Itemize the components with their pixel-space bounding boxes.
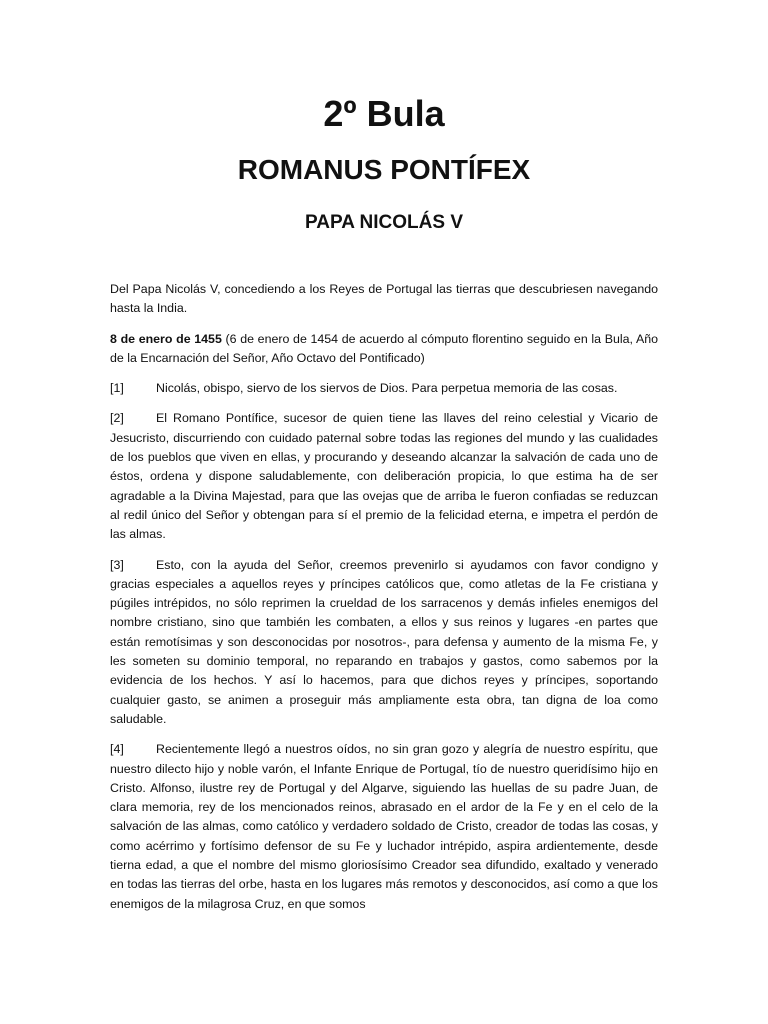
paragraph-number: [3] <box>110 557 124 572</box>
numbered-paragraph <box>110 379 658 398</box>
paragraph-text: Esto, con la ayuda del Señor, creemos prevenirlo si ayudamos con favor condigno y gracias especiales a aquellos reyes y príncipes católicos que, como atletas de la Fe cristiana y púgiles intrépidos, no sólo reprimen la crueldad de los sarracenos y demás infieles enemigos del nombre cristiano, sino que también les combaten, a ellos y sus reinos y lugares -en partes que están remotísimas y son desconocidas por nosotros-, para defensa y aumento de la misma Fe, y les someten su dominio temporal, no reparando en trabajos y gastos, como sabemos por la evidencia de los hechos. Y así lo hacemos, para que dichos reyes y príncipes, soportando cualquier gasto, se animen a proseguir más ampliamente esta obra, tan digna de loa como saludable. <box>110 557 658 726</box>
date-bold: 8 de enero de 1455 <box>110 331 222 346</box>
paragraph-number: [2] <box>110 411 124 426</box>
document-title: 2º Bula <box>323 93 445 134</box>
document-body <box>110 280 658 925</box>
numbered-paragraph <box>110 740 658 914</box>
date-detail: (6 de enero de 1454 de acuerdo al cómputo florentino seguido en la Bula, Año de la Encarnación del Señor, Año Octavo del Pontificado) <box>110 331 659 365</box>
numbered-paragraph <box>110 409 658 544</box>
document-author-line: PAPA NICOLÁS V <box>305 212 463 233</box>
paragraph-text: Nicolás, obispo, siervo de los siervos de Dios. Para perpetua memoria de las cosas. <box>156 381 618 396</box>
date-paragraph <box>110 330 658 369</box>
paragraph-text: Recientemente llegó a nuestros oídos, no sin gran gozo y alegría de nuestro espíritu, que nuestro dilecto hijo y noble varón, el Infante Enrique de Portugal, tío de nuestro queridísimo hijo en Cristo. Alfonso, ilustre rey de Portugal y del Algarve, siguiendo las huellas de su padre Juan, de clara memoria, rey de los mencionados reinos, abrasado en el ardor de la Fe y en el celo de la salvación de las almas, como católico y verdadero soldado de Cristo, creador de todas las cosas, y como acérrimo y fortísimo defensor de su Fe y luchador intrépido, aspira ardientemente, desde tierna edad, a que el nombre del mismo gloriosísimo Creador sea difundido, exaltado y venerado en todas las tierras del orbe, hasta en los lugares más remotos y desconocidos, así como a que los enemigos de la milagrosa Cruz, en que somos <box>110 742 658 911</box>
intro-paragraph: Del Papa Nicolás V, concediendo a los Reyes de Portugal las tierras que descubriesen navegando hasta la India. <box>110 282 658 316</box>
paragraph-number: [1] <box>110 381 124 396</box>
paragraph-number: [4] <box>110 742 124 757</box>
paragraph-text: El Romano Pontífice, sucesor de quien tiene las llaves del reino celestial y Vicario de Jesucristo, discurriendo con cuidado paternal sobre todas las regiones del mundo y las cualidades de los pueblos que viven en ellas, y procurando y deseando alcanzar la salvación de cada uno de éstos, ordena y dispone saludablemente, con deliberación propicia, lo que estima ha de ser agradable a la Divina Majestad, para que las ovejas que de arriba le fueron confiadas se reduzcan al redil único del Señor y obtengan para sí el premio de la felicidad eterna, e impetra el perdón de las almas. <box>110 411 658 542</box>
numbered-paragraph <box>110 556 658 730</box>
document-subtitle: ROMANUS PONTÍFEX <box>237 154 531 185</box>
